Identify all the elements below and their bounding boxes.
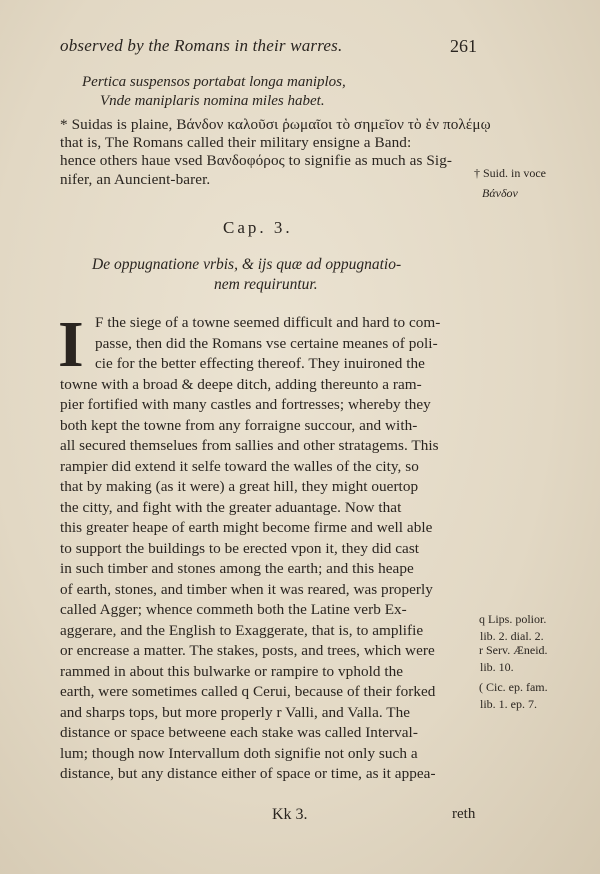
running-head: observed by the Romans in their warres.	[60, 36, 343, 55]
body-line: rammed in about this bulwarke or rampire to vphold the	[60, 662, 404, 680]
body-line: called Agger; whence commeth both the Latine verb Ex-	[60, 601, 407, 618]
sidenote: † Suid. in voce	[474, 166, 546, 180]
body-line: F the siege of a towne seemed difficult and hard to com-	[95, 314, 441, 331]
sidenote: q Lips. polior.	[479, 612, 547, 626]
verse-line: Vnde maniplaris nomina miles habet.	[100, 93, 325, 109]
body-line: aggerare, and the English to Exaggerate, that is, to amplifie	[60, 621, 424, 639]
body-line: and sharps tops, but more properly r Valli, and Valla. The	[60, 703, 411, 721]
body-line: in such timber and stones among the earth; and this heape	[60, 560, 414, 577]
verse-line: Pertica suspensos portabat longa maniplos,	[82, 74, 346, 90]
body-line: this greater heape of earth might become firme and well able	[60, 519, 433, 536]
body-line: or encrease a matter. The stakes, posts, and trees, which were	[60, 642, 435, 659]
sidenote: lib. 2. dial. 2.	[480, 629, 544, 643]
page-number: 261	[450, 36, 477, 56]
sidenote: Βάνδον	[482, 186, 518, 200]
text-line: that is, The Romans called their military ensigne a Band:	[60, 134, 412, 151]
body-line: cie for the better effecting thereof. They inuironed the	[95, 355, 425, 372]
body-line: the citty, and fight with the greater aduantage. Now that	[60, 498, 402, 516]
body-line: rampier did extend it selfe toward the walles of the city, so	[60, 457, 419, 475]
body-line: that by making (as it were) a great hill, they might ouertop	[60, 478, 419, 495]
drop-cap: I	[58, 308, 84, 381]
body-line: towne with a broad & deepe ditch, adding thereunto a ram-	[60, 375, 422, 393]
body-line: passe, then did the Romans vse certaine meanes of poli-	[95, 334, 438, 352]
sidenote: lib. 10.	[480, 660, 514, 674]
text-line: nifer, an Auncient-barer.	[60, 171, 211, 188]
body-line: to support the buildings to be erected vpon it, they did cast	[60, 539, 420, 557]
signature-mark: Kk 3.	[272, 806, 308, 823]
chapter-title: nem requiruntur.	[214, 276, 318, 293]
chapter-title: De oppugnatione vrbis, & ijs quæ ad oppugnatio-	[92, 256, 402, 273]
body-line: all secured themselues from sallies and other stratagems. This	[60, 437, 439, 454]
chapter-heading: Cap. 3.	[223, 218, 293, 237]
body-line: of earth, stones, and timber when it was reared, was properly	[60, 580, 433, 598]
body-line: earth, were sometimes called q Cerui, because of their forked	[60, 683, 436, 700]
sidenote: r Serv. Æneid.	[479, 643, 548, 657]
body-line: both kept the towne from any forraigne succour, and with-	[60, 416, 418, 434]
text-line: * Suidas is plaine, Βάνδον καλοῦσι ῥωμαῖοι τὸ σημεῖον τὸ ἐν πολέμῳ	[60, 116, 491, 133]
sidenote: ( Cic. ep. fam.	[479, 680, 548, 694]
sidenote: lib. 1. ep. 7.	[480, 697, 537, 711]
body-line: lum; though now Intervallum doth signifie not only such a	[60, 744, 418, 762]
text-line: hence others haue vsed Βανδοφόρος to signifie as much as Sig-	[60, 152, 453, 169]
body-line: distance, but any distance either of space or time, as it appea-	[60, 765, 436, 782]
body-line: distance or space betweene each stake was called Interval-	[60, 724, 418, 741]
body-line: pier fortified with many castles and fortresses; whereby they	[60, 396, 431, 413]
catchword: reth	[452, 806, 476, 822]
